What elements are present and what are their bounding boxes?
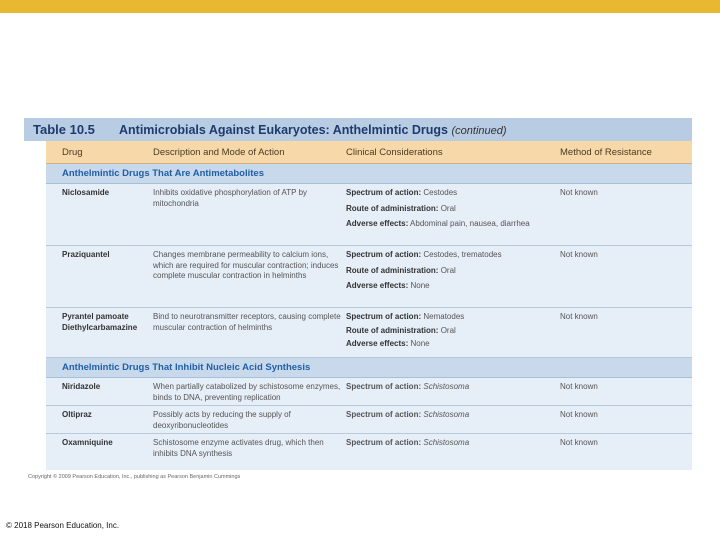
table-title-suffix: (continued) [451,124,507,137]
cc-value: Oral [440,325,456,335]
section-heading-nucleic-acid: Anthelmintic Drugs That Inhibit Nucleic Acid Synthesis [46,358,692,378]
cc-label: Spectrum of action: [346,438,422,447]
cc-value: Schistosoma [423,410,470,419]
cc-label: Adverse effects: [346,339,409,348]
table-title [119,123,507,137]
cc-label: Spectrum of action: [346,382,422,391]
table-row [46,434,692,464]
col-considerations: Clinical Considerations [346,146,443,158]
drug-name: Niclosamide [62,188,110,197]
cc-value: Cestodes, trematodes [423,250,502,259]
drug-description: Schistosome enzyme activates drug, which then inhibits DNA synthesis [153,438,324,458]
table-header [24,118,692,141]
cc-value: None [410,339,430,348]
clinical-considerations [346,312,560,357]
cc-value: None [410,281,430,290]
drug-name: Niridazole [62,382,101,391]
table-row [46,406,692,434]
resistance-value: Not known [560,312,598,321]
section-heading-antimetabolites: Anthelmintic Drugs That Are Antimetabolites [46,164,692,184]
top-accent-bar [0,0,720,13]
drug-name: Oltipraz [62,410,92,419]
cc-label: Spectrum of action: [346,188,422,197]
page-copyright: © 2018 Pearson Education, Inc. [6,521,120,530]
cc-value: Oral [440,203,456,213]
table-title-text: Antimicrobials Against Eukaryotes: Anthelmintic Drugs [119,122,448,137]
clinical-considerations [346,382,560,405]
clinical-considerations [346,438,560,464]
clinical-considerations [346,188,560,245]
drug-description: Bind to neurotransmitter receptors, causing complete muscular contraction of helminths [153,312,341,332]
cc-value: Nematodes [423,312,465,321]
figure-copyright: Copyright © 2009 Pearson Education, Inc., publishing as Pearson Benjamin Cummings [28,474,241,480]
drug-name: Praziquantel [62,250,110,259]
table-row [46,308,692,358]
drug-description: Inhibits oxidative phosphorylation of ATP by mitochondria [153,188,308,208]
clinical-considerations [346,250,560,307]
drug-description: When partially catabolized by schistosome enzymes, binds to DNA, preventing replication [153,382,341,402]
table-row [46,246,692,308]
resistance-value: Not known [560,438,598,447]
cc-value: Schistosoma [423,382,470,391]
clinical-considerations [346,410,560,433]
cc-label: Spectrum of action: [346,312,422,321]
resistance-value: Not known [560,250,598,259]
table-body [46,141,692,470]
drug-name: Oxamniquine [62,438,113,447]
col-drug: Drug [62,146,83,158]
table-row [46,378,692,406]
cc-value: Abdominal pain, nausea, diarrhea [410,219,530,228]
resistance-value: Not known [560,188,598,197]
cc-value: Schistosoma [423,438,470,447]
table-row [46,184,692,246]
resistance-value: Not known [560,410,598,419]
cc-label: Adverse effects: [346,281,409,290]
cc-label: Route of administration: [346,265,439,275]
cc-value: Oral [440,265,456,275]
table-number: Table 10.5 [33,122,95,137]
resistance-value: Not known [560,382,598,391]
col-resistance: Method of Resistance [560,146,652,158]
cc-label: Spectrum of action: [346,410,422,419]
drug-table [24,118,692,470]
drug-description: Changes membrane permeability to calcium ions, which are required for muscular contraction; induces complete muscular contraction in helminths [153,250,339,280]
drug-name: Pyrantel pamoate Diethylcarbamazine [62,312,138,332]
drug-description: Possibly acts by reducing the supply of deoxyribonucleotides [153,410,291,430]
cc-value: Cestodes [423,188,458,197]
cc-label: Route of administration: [346,203,439,213]
cc-label: Spectrum of action: [346,250,422,259]
cc-label: Route of administration: [346,325,439,335]
col-description: Description and Mode of Action [153,146,285,158]
cc-label: Adverse effects: [346,219,409,228]
column-headers [46,141,692,164]
